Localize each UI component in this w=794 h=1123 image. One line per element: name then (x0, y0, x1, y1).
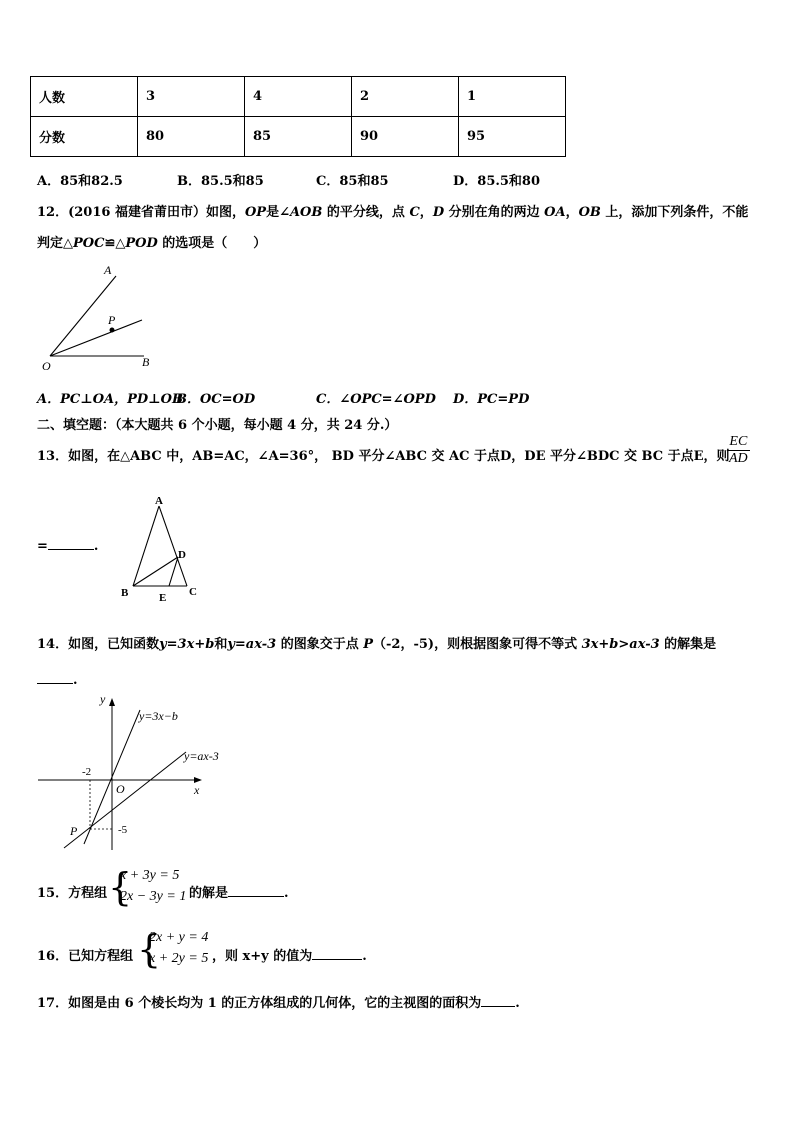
q12-text: ， (419, 205, 433, 220)
table-cell: 95 (459, 117, 566, 157)
q16-prefix: 16．已知方程组 (37, 949, 134, 964)
label-y-axis: y (100, 692, 106, 706)
q12-text: OA (544, 205, 566, 220)
q13-fraction (727, 434, 750, 467)
label-b: B (142, 355, 150, 369)
q11-option-a[interactable]: A．85和82.5 (37, 174, 123, 189)
q17-stem (37, 992, 520, 1011)
triangle-abc-figure (115, 492, 205, 604)
equation-2: x + 2y = 5 (149, 951, 209, 966)
q11-option-b[interactable]: B．85.5和85 (177, 174, 264, 189)
fraction-numerator: EC (727, 434, 750, 451)
q12-stem-line2 (37, 232, 266, 251)
equation-1: x + 3y = 5 (120, 868, 180, 883)
q12-text: 分别在角的两边 (444, 205, 545, 220)
q16-text: ，则 x+y 的值为 (212, 949, 313, 964)
answer-suffix: . (515, 996, 520, 1011)
label-neg5: -5 (118, 824, 128, 836)
q15-text: 的解是 (189, 886, 229, 901)
q15-prefix: 15．方程组 (37, 886, 108, 901)
q12-text: POD (125, 236, 158, 251)
q16-answer-blank[interactable] (312, 947, 362, 960)
table-cell: 90 (352, 117, 459, 157)
label-p: P (108, 313, 116, 327)
q15-answer-blank[interactable] (228, 884, 284, 897)
q13-answer-line (37, 537, 98, 554)
q12-text: 是∠ (266, 205, 290, 220)
brace-icon: { (108, 865, 133, 909)
q12-text: C (409, 205, 420, 220)
q14-text: 14．如图，已知函数 (37, 637, 160, 652)
q12-text: 判定△ (37, 236, 73, 251)
table-row (31, 77, 566, 117)
answer-suffix: . (73, 673, 78, 688)
q14-answer-blank[interactable] (37, 671, 73, 684)
q12-option-b[interactable]: B．OC=OD (176, 392, 256, 407)
q14-text: y=ax-3 (227, 637, 277, 652)
table-row (31, 117, 566, 157)
table-cell: 1 (459, 77, 566, 117)
ray-oa (50, 276, 116, 356)
answer-suffix: . (93, 539, 99, 554)
q12-text: 上，添加下列条件，不能 (600, 205, 749, 220)
label-e: E (159, 592, 167, 604)
angle-bisector-figure (36, 262, 166, 372)
label-o: O (42, 359, 51, 372)
q16-equation-system (137, 927, 215, 971)
equation-1: 2x + y = 4 (149, 930, 209, 945)
q15-equation-system (108, 865, 188, 909)
q11-option-d[interactable]: D．85.5和80 (453, 174, 541, 189)
q12-text: OB (578, 205, 601, 220)
answer-suffix: . (284, 886, 289, 901)
q16-answer-line (212, 945, 367, 964)
q11-option-c[interactable]: C．85和85 (316, 174, 389, 189)
point-p (110, 328, 115, 333)
q14-text: P (363, 637, 374, 652)
label-origin: O (116, 782, 125, 796)
answer-suffix: . (362, 949, 367, 964)
label-c: C (189, 586, 197, 598)
label-line2: y=ax-3 (184, 749, 219, 763)
q12-stem-line1 (37, 201, 748, 220)
q12-text: D (432, 205, 445, 220)
q17-answer-blank[interactable] (481, 994, 515, 1007)
q12-text: ， (565, 205, 579, 220)
label-a: A (155, 495, 163, 507)
table-cell: 2 (352, 77, 459, 117)
q12-text: POC (73, 236, 105, 251)
q12-text: 的选项是（ ） (157, 236, 267, 251)
linear-functions-graph (36, 690, 246, 855)
q12-text: ≌△ (104, 236, 126, 251)
segment-bd (133, 557, 178, 586)
q14-text: y=3x+b (159, 637, 215, 652)
q12-text: OP (244, 205, 267, 220)
label-b: B (121, 587, 129, 599)
q12-text: 的平分线，点 (322, 205, 410, 220)
ray-op (50, 320, 142, 356)
q17-text: 17．如图是由 6 个棱长均为 1 的正方体组成的几何体，它的主视图的面积为 (37, 996, 482, 1011)
q14-text: 的图象交于点 (276, 637, 364, 652)
q12-text: AOB (289, 205, 323, 220)
label-point-p: P (70, 824, 78, 838)
brace-icon: { (137, 927, 162, 971)
score-table (30, 76, 566, 157)
answer-prefix: = (37, 539, 48, 554)
label-neg2: -2 (82, 766, 92, 778)
q13-answer-blank[interactable] (48, 537, 94, 550)
label-d: D (178, 549, 186, 561)
q12-option-d[interactable]: D．PC=PD (453, 392, 530, 407)
q14-text: 3x+b>ax-3 (581, 637, 660, 652)
q14-text: 和 (214, 637, 228, 652)
label-line1: y=3x−b (139, 709, 178, 723)
table-cell: 3 (138, 77, 245, 117)
q12-option-c[interactable]: C．∠OPC=∠OPD (316, 392, 436, 407)
table-cell: 人数 (31, 77, 138, 117)
q14-text: 的解集是 (659, 637, 717, 652)
table-cell: 分数 (31, 117, 138, 157)
q14-answer-line (37, 671, 78, 688)
q13-stem: 13．如图，在△ABC 中，AB=AC，∠A=36°， BD 平分∠ABC 交 AC 于点D，DE 平分∠BDC 交 BC 于点E，则 (37, 449, 730, 464)
section-heading-fill-blank: 二、填空题：（本大题共 6 个小题，每小题 4 分，共 24 分.） (37, 418, 398, 433)
y-axis-arrow-icon (109, 698, 115, 706)
q12-option-a[interactable]: A．PC⊥OA，PD⊥OB (37, 392, 183, 407)
table-cell: 4 (245, 77, 352, 117)
label-x-axis: x (194, 783, 200, 797)
table-cell: 85 (245, 117, 352, 157)
fraction-denominator: AD (729, 451, 748, 466)
side-ab (133, 506, 159, 586)
label-a: A (104, 263, 112, 277)
q14-stem (37, 633, 716, 652)
q12-text: 12．(2016 福建省莆田市）如图， (37, 205, 245, 220)
table-cell: 80 (138, 117, 245, 157)
equation-2: 2x − 3y = 1 (120, 889, 187, 904)
q15-answer-line (189, 882, 289, 901)
q14-text: （-2，-5)，则根据图象可得不等式 (373, 637, 582, 652)
